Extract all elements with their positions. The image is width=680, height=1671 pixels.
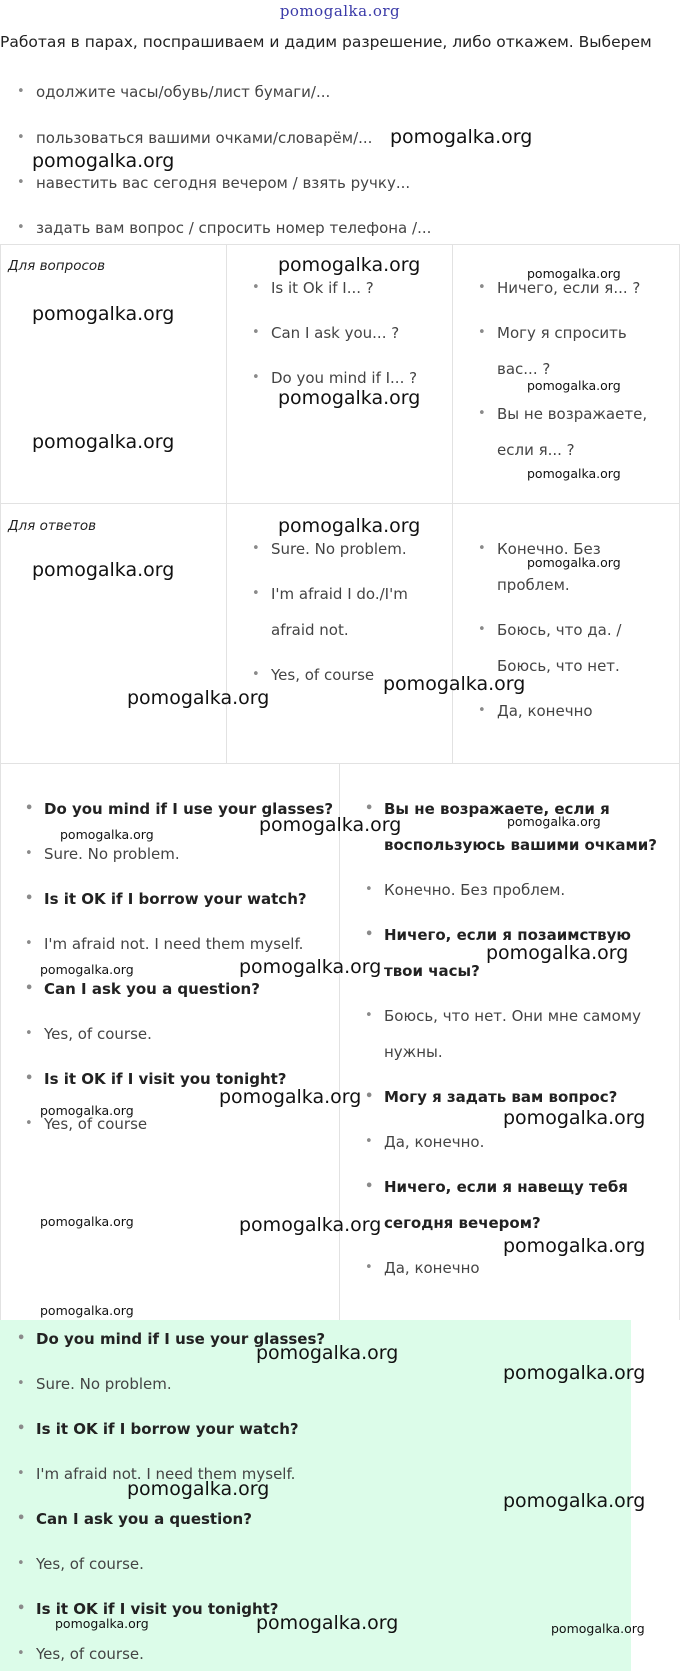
list-item: • Is it Ok if I... ? — [271, 279, 374, 297]
dialogue-divider — [339, 763, 340, 1320]
watermark: pomogalka.org — [60, 827, 154, 842]
watermark: pomogalka.org — [219, 1086, 362, 1108]
watermark: pomogalka.org — [40, 1214, 134, 1229]
list-item: • I'm afraid I do./I'm — [271, 585, 408, 603]
list-item: • Yes, of course — [44, 1115, 147, 1133]
watermark: pomogalka.org — [486, 942, 629, 964]
list-item-continuation: воспользуюсь вашими очками? — [384, 836, 657, 854]
watermark: pomogalka.org — [390, 126, 533, 148]
list-item: • Yes, of course — [271, 666, 374, 684]
watermark: pomogalka.org — [507, 814, 601, 829]
watermark: pomogalka.org — [40, 1103, 134, 1118]
table-border-middle — [0, 503, 680, 504]
questions-row-title: Для вопросов — [8, 258, 106, 274]
watermark: pomogalka.org — [40, 1303, 134, 1318]
list-item: • Ничего, если я навещу тебя — [384, 1178, 628, 1196]
list-item: • Yes, of course. — [36, 1645, 144, 1663]
list-item: • Ничего, если я позаимствую — [384, 926, 631, 944]
list-item-continuation: проблем. — [497, 576, 570, 594]
watermark: pomogalka.org — [32, 150, 175, 172]
list-item: • Боюсь, что да. / — [497, 621, 621, 639]
watermark: pomogalka.org — [383, 673, 526, 695]
watermark: pomogalka.org — [503, 1107, 646, 1129]
list-item: • Is it OK if I borrow your watch? — [44, 890, 307, 908]
watermark: pomogalka.org — [256, 1342, 399, 1364]
list-item: • Конечно. Без проблем. — [384, 881, 565, 899]
watermark: pomogalka.org — [32, 559, 175, 581]
watermark: pomogalka.org — [278, 254, 421, 276]
list-item: • Can I ask you a question? — [44, 980, 260, 998]
list-item: • Do you mind if I use your glasses? — [36, 1330, 325, 1348]
watermark: pomogalka.org — [239, 1214, 382, 1236]
list-item: • Ничего, если я... ? — [497, 279, 640, 297]
list-item: • Боюсь, что нет. Они мне самому — [384, 1007, 641, 1025]
watermark: pomogalka.org — [40, 962, 134, 977]
table-border-left — [0, 244, 1, 764]
list-item: • пользоваться вашими очками/словарём/... — [36, 129, 372, 147]
watermark: pomogalka.org — [527, 555, 621, 570]
list-item: • Can I ask you... ? — [271, 324, 399, 342]
site-logo[interactable]: pomogalka.org — [279, 2, 401, 20]
watermark: pomogalka.org — [239, 956, 382, 978]
watermark: pomogalka.org — [527, 466, 621, 481]
list-item: • Is it OK if I visit you tonight? — [36, 1600, 279, 1618]
list-item-continuation: если я... ? — [497, 441, 575, 459]
list-item: • Да, конечно — [384, 1259, 480, 1277]
task-text: Работая в парах, поспрашиваем и дадим разрешение, либо откажем. Выберем — [0, 33, 652, 51]
list-item: • Sure. No problem. — [36, 1375, 172, 1393]
list-item: • Yes, of course. — [36, 1555, 144, 1573]
list-item: • задать вам вопрос / спросить номер телефона /... — [36, 219, 431, 237]
table-divider-1 — [226, 244, 227, 764]
watermark: pomogalka.org — [278, 515, 421, 537]
list-item: • Sure. No problem. — [44, 845, 180, 863]
list-item-continuation: вас... ? — [497, 360, 551, 378]
list-item: • Вы не возражаете, — [497, 405, 647, 423]
answers-row-title: Для ответов — [8, 518, 97, 534]
list-item-continuation: твои часы? — [384, 962, 480, 980]
list-item: • Yes, of course. — [44, 1025, 152, 1043]
list-item-continuation: сегодня вечером? — [384, 1214, 541, 1232]
table-border-top — [0, 244, 680, 245]
list-item: • Конечно. Без — [497, 540, 601, 558]
watermark: pomogalka.org — [551, 1621, 645, 1636]
watermark: pomogalka.org — [127, 1478, 270, 1500]
list-item: • Do you mind if I... ? — [271, 369, 417, 387]
list-item: • навестить вас сегодня вечером / взять ручку... — [36, 174, 410, 192]
watermark: pomogalka.org — [503, 1362, 646, 1384]
watermark: pomogalka.org — [503, 1235, 646, 1257]
watermark: pomogalka.org — [32, 431, 175, 453]
list-item-continuation: нужны. — [384, 1043, 443, 1061]
list-item: • Могу я спросить — [497, 324, 627, 342]
watermark: pomogalka.org — [503, 1490, 646, 1512]
list-item: • Могу я задать вам вопрос? — [384, 1088, 617, 1106]
watermark: pomogalka.org — [256, 1612, 399, 1634]
watermark: pomogalka.org — [32, 303, 175, 325]
list-item: • Do you mind if I use your glasses? — [44, 800, 333, 818]
table-border-bottom — [0, 763, 680, 764]
list-item: • Sure. No problem. — [271, 540, 407, 558]
list-item: • Вы не возражаете, если я — [384, 800, 610, 818]
list-item-continuation: Боюсь, что нет. — [497, 657, 620, 675]
watermark: pomogalka.org — [259, 814, 402, 836]
watermark: pomogalka.org — [527, 266, 621, 281]
watermark: pomogalka.org — [55, 1616, 149, 1631]
list-item: • Is it OK if I visit you tonight? — [44, 1070, 287, 1088]
list-item: • Is it OK if I borrow your watch? — [36, 1420, 299, 1438]
list-item: • одолжите часы/обувь/лист бумаги/... — [36, 83, 330, 101]
watermark: pomogalka.org — [127, 687, 270, 709]
dialogue-border-left — [0, 763, 1, 1320]
list-item: • Can I ask you a question? — [36, 1510, 252, 1528]
list-item: • I'm afraid not. I need them myself. — [36, 1465, 295, 1483]
list-item: • Да, конечно. — [384, 1133, 484, 1151]
watermark: pomogalka.org — [278, 387, 421, 409]
list-item: • I'm afraid not. I need them myself. — [44, 935, 303, 953]
list-item-continuation: afraid not. — [271, 621, 349, 639]
watermark: pomogalka.org — [527, 378, 621, 393]
list-item: • Да, конечно — [497, 702, 593, 720]
